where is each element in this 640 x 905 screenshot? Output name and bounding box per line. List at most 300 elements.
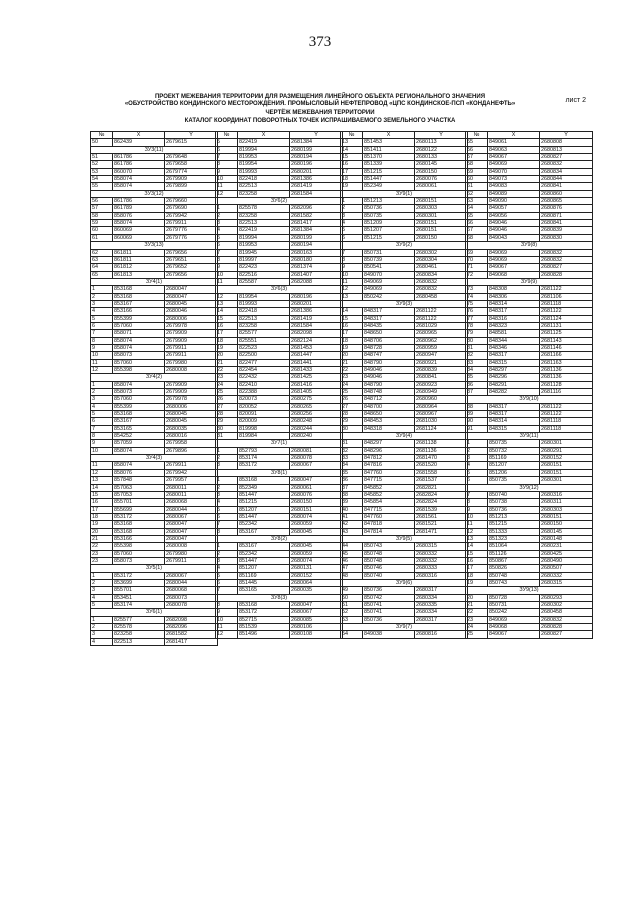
x-coordinate: 851447 [238,557,290,564]
section-label: ЗУ9(4) [341,433,468,440]
y-coordinate: 2682098 [290,330,343,337]
y-coordinate: 2680317 [415,616,468,623]
x-coordinate: 849090 [488,198,540,205]
x-coordinate: 850731 [363,249,415,256]
x-coordinate: 853168 [113,521,165,528]
y-coordinate: 2680045 [165,411,218,418]
table-row [341,396,468,403]
y-coordinate: 2680828 [540,271,593,278]
y-coordinate: 2680006 [165,315,218,322]
x-coordinate: 819945 [238,249,290,256]
point-number: 1 [91,381,113,388]
table-row [341,381,468,388]
table-row [216,616,343,623]
point-number: 15 [466,550,488,557]
drawing-title: ЧЕРТЁЖ МЕЖЕВАНИЯ ТЕРРИТОРИИ [265,110,375,116]
point-number: 32 [341,447,363,454]
x-coordinate: 850731 [488,602,540,609]
section-label: ЗУ4(3) [91,455,218,462]
point-number: 9 [466,506,488,513]
section-label: ЗУ9(3) [341,300,468,307]
table-row [341,565,468,572]
y-coordinate: 2681417 [165,638,218,645]
point-number: 3 [216,491,238,498]
table-row [91,344,218,351]
y-coordinate: 2681122 [540,403,593,410]
x-coordinate: 858074 [113,183,165,190]
x-coordinate: 850732 [488,447,540,454]
table-row [341,293,468,300]
x-coordinate: 854252 [113,433,165,440]
table-row [466,506,593,513]
y-coordinate: 2680965 [415,330,468,337]
y-coordinate: 2682124 [290,337,343,344]
coordinates-table-3 [340,131,468,639]
table-row [91,256,218,263]
table-row [341,212,468,219]
point-number: 14 [341,308,363,315]
y-coordinate: 2681106 [540,293,593,300]
table-row [216,308,343,315]
table-row [466,513,593,520]
table-row [466,146,593,153]
x-coordinate: 819953 [238,154,290,161]
point-number: 23 [466,616,488,623]
point-number: 29 [341,418,363,425]
column-header-y: Y [415,132,468,139]
table-row [216,609,343,616]
table-row [341,322,468,329]
y-coordinate: 2680315 [540,579,593,586]
x-coordinate: 822419 [238,227,290,234]
y-coordinate: 2680841 [415,374,468,381]
x-coordinate: 858074 [113,344,165,351]
table-row [341,506,468,513]
table-row [341,249,468,256]
point-number: 7 [216,521,238,528]
point-number: 80 [466,337,488,344]
point-number: 5 [466,469,488,476]
point-number: 26 [216,396,238,403]
table-row [91,234,218,241]
point-number: 1 [216,543,238,550]
x-coordinate: 851339 [363,161,415,168]
section-label: ЗУ6(1) [91,609,218,616]
x-coordinate: 853172 [113,513,165,520]
point-number: 5 [91,315,113,322]
x-coordinate: 847812 [363,455,415,462]
table-row [466,256,593,263]
table-row [341,234,468,241]
table-row [216,418,343,425]
table-row [216,447,343,454]
y-coordinate: 2680333 [415,565,468,572]
y-coordinate: 2679942 [165,212,218,219]
x-coordinate: 855398 [113,543,165,550]
x-coordinate: 819993 [238,168,290,175]
point-number: 54 [341,631,363,638]
y-coordinate: 2680008 [165,543,218,550]
y-coordinate: 2680133 [415,154,468,161]
table-row [466,330,593,337]
x-coordinate: 848453 [363,418,415,425]
column-header-x: X [488,132,540,139]
x-coordinate: 819994 [238,234,290,241]
y-coordinate: 2681584 [290,322,343,329]
section-label: ЗУ9(13) [466,587,593,594]
point-number: 3 [91,300,113,307]
x-coordinate: 848315 [488,425,540,432]
y-coordinate: 2679660 [165,198,218,205]
y-coordinate: 2680194 [290,154,343,161]
point-number: 67 [466,227,488,234]
point-number: 61 [466,183,488,190]
y-coordinate: 2680045 [290,528,343,535]
x-coordinate: 850748 [363,557,415,564]
table-row [341,315,468,322]
x-coordinate: 848314 [488,418,540,425]
x-coordinate: 851323 [488,535,540,542]
point-number: 12 [216,293,238,300]
x-coordinate: 848317 [363,315,415,322]
section-label: ЗУ6(2) [216,198,343,205]
point-number: 76 [466,308,488,315]
table-row [341,176,468,183]
y-coordinate: 2681582 [290,212,343,219]
y-coordinate: 2680074 [290,557,343,564]
x-coordinate: 853167 [113,418,165,425]
table-row [341,557,468,564]
x-coordinate: 853168 [238,477,290,484]
x-coordinate: 861812 [113,264,165,271]
x-coordinate: 858073 [113,352,165,359]
table-row [466,220,593,227]
x-coordinate: 853165 [238,587,290,594]
point-number: 6 [216,242,238,249]
point-number: 11 [91,462,113,469]
table-row [466,440,593,447]
point-number: 9 [216,609,238,616]
table-row [216,212,343,219]
point-number: 6 [466,477,488,484]
section-header-row [91,190,218,197]
x-coordinate: 861789 [113,205,165,212]
y-coordinate: 2680841 [540,183,593,190]
section-label: ЗУ8(2) [216,535,343,542]
point-number: 25 [216,389,238,396]
x-coordinate: 848650 [363,411,415,418]
x-coordinate: 849073 [488,176,540,183]
point-number: 45 [341,550,363,557]
table-row [91,300,218,307]
table-row [341,264,468,271]
y-coordinate: 2680335 [415,602,468,609]
table-row [216,631,343,638]
y-coordinate: 2680046 [165,308,218,315]
y-coordinate: 2680813 [540,146,593,153]
x-coordinate: 845854 [363,499,415,506]
table-row [91,484,218,491]
y-coordinate: 2680304 [415,256,468,263]
point-number: 20 [91,528,113,535]
table-row [91,433,218,440]
x-coordinate: 822513 [113,638,165,645]
x-coordinate: 855701 [113,499,165,506]
point-number: 8 [91,337,113,344]
x-coordinate: 853168 [238,602,290,609]
table-row [91,425,218,432]
x-coordinate: 823258 [238,190,290,197]
point-number: 7 [216,154,238,161]
table-row [466,300,593,307]
y-coordinate: 2681520 [415,462,468,469]
y-coordinate: 2680458 [540,609,593,616]
y-coordinate: 2679978 [165,322,218,329]
y-coordinate: 2681030 [415,418,468,425]
coordinates-table-4 [465,131,593,639]
y-coordinate: 2680045 [165,418,218,425]
y-coordinate: 2681425 [290,374,343,381]
y-coordinate: 2680047 [165,528,218,535]
x-coordinate: 822513 [238,220,290,227]
x-coordinate: 852349 [238,484,290,491]
x-coordinate: 849069 [488,161,540,168]
y-coordinate: 2682096 [290,205,343,212]
table-row [341,513,468,520]
y-coordinate: 2680150 [540,521,593,528]
y-coordinate: 2680959 [415,344,468,351]
table-row [341,602,468,609]
table-row [466,499,593,506]
table-row [91,462,218,469]
point-number: 7 [216,249,238,256]
section-label: ЗУ9(8) [466,242,593,249]
y-coordinate: 2680827 [540,264,593,271]
y-coordinate: 2679899 [165,183,218,190]
table-row [91,352,218,359]
y-coordinate: 2681146 [540,344,593,351]
section-label: ЗУ4(2) [91,374,218,381]
y-coordinate: 2682088 [290,278,343,285]
y-coordinate: 2679656 [165,249,218,256]
table-row [216,425,343,432]
x-coordinate: 851207 [363,227,415,234]
y-coordinate: 2680145 [540,528,593,535]
y-coordinate: 2680332 [540,572,593,579]
y-coordinate: 2681125 [540,330,593,337]
point-number: 18 [216,337,238,344]
point-number: 66 [466,220,488,227]
point-number: 12 [216,190,238,197]
x-coordinate: 850867 [488,557,540,564]
x-coordinate: 849083 [488,183,540,190]
y-coordinate: 2680303 [540,506,593,513]
table-row [91,220,218,227]
table-row [216,234,343,241]
x-coordinate: 848323 [488,322,540,329]
x-coordinate: 850739 [363,256,415,263]
point-number: 26 [341,396,363,403]
point-number: 3 [216,462,238,469]
section-header-row [91,278,218,285]
x-coordinate: 847760 [363,513,415,520]
y-coordinate: 2680044 [165,506,218,513]
point-number: 13 [341,139,363,146]
point-number: 59 [91,220,113,227]
section-label: ЗУ9(6) [341,579,468,586]
table-row [216,367,343,374]
section-header-row [341,624,468,631]
y-coordinate: 2680827 [540,631,593,638]
x-coordinate: 850242 [363,293,415,300]
x-coordinate: 851207 [238,565,290,572]
x-coordinate: 848314 [488,300,540,307]
y-coordinate: 2681163 [540,359,593,366]
x-coordinate: 845852 [363,491,415,498]
x-coordinate: 849046 [488,220,540,227]
y-coordinate: 2680828 [540,624,593,631]
table-row [341,528,468,535]
table-row [466,183,593,190]
table-row [216,322,343,329]
x-coordinate: 819953 [238,242,290,249]
x-coordinate: 853174 [238,455,290,462]
table-row [341,198,468,205]
table-row [341,440,468,447]
y-coordinate: 2680302 [540,602,593,609]
y-coordinate: 2680106 [290,624,343,631]
x-coordinate: 825577 [238,330,290,337]
x-coordinate: 825578 [238,205,290,212]
section-label: ЗУ9(9) [466,278,593,285]
point-number: 90 [466,418,488,425]
table-row [91,491,218,498]
table-row [91,337,218,344]
table-row [341,521,468,528]
table-row [341,161,468,168]
x-coordinate: 857060 [113,359,165,366]
x-coordinate: 823258 [238,212,290,219]
x-coordinate: 850740 [488,491,540,498]
point-number: 2 [341,205,363,212]
x-coordinate: 851445 [238,579,290,586]
y-coordinate: 2680151 [290,506,343,513]
section-label: ЗУ7(1) [216,440,343,447]
x-coordinate: 819998 [238,425,290,432]
table-row [466,293,593,300]
y-coordinate: 2680301 [540,440,593,447]
x-coordinate: 822523 [238,344,290,351]
x-coordinate: 819997 [238,256,290,263]
point-number: 28 [216,411,238,418]
point-number: 64 [466,205,488,212]
point-number: 55 [91,183,113,190]
point-number: 9 [91,344,113,351]
table-row [466,367,593,374]
table-row [341,330,468,337]
x-coordinate: 851453 [363,139,415,146]
y-coordinate: 2680507 [540,565,593,572]
x-coordinate: 849057 [488,205,540,212]
table-row [341,469,468,476]
table-row [91,440,218,447]
point-number: 35 [341,469,363,476]
x-coordinate: 861786 [113,198,165,205]
point-number: 11 [216,183,238,190]
y-coordinate: 2679909 [165,330,218,337]
y-coordinate: 2682098 [165,616,218,623]
x-coordinate: 858074 [113,220,165,227]
y-coordinate: 2680061 [290,484,343,491]
table-row [91,543,218,550]
x-coordinate: 820052 [238,403,290,410]
y-coordinate: 2682824 [415,491,468,498]
table-row [216,249,343,256]
point-number: 54 [91,176,113,183]
table-row [91,154,218,161]
y-coordinate: 2680047 [165,535,218,542]
table-row [466,594,593,601]
x-coordinate: 848706 [363,337,415,344]
x-coordinate: 850742 [363,594,415,601]
x-coordinate: 851411 [363,146,415,153]
x-coordinate: 853168 [113,411,165,418]
table-row [91,227,218,234]
table-row [216,381,343,388]
y-coordinate: 2681124 [415,425,468,432]
table-row [341,616,468,623]
x-coordinate: 849067 [488,264,540,271]
y-coordinate: 2679656 [165,271,218,278]
table-row [341,205,468,212]
y-coordinate: 2680832 [540,616,593,623]
point-number: 68 [466,234,488,241]
x-coordinate: 852715 [238,616,290,623]
x-coordinate: 848282 [488,389,540,396]
table-row [466,227,593,234]
table-header-row [341,132,468,139]
x-coordinate: 851333 [488,528,540,535]
project-title: ПРОЕКТ МЕЖЕВАНИЯ ТЕРРИТОРИИ ДЛЯ РАЗМЕЩЕНИЯ ЛИНЕЙНОГО ОБЪЕКТА РЕГИОНАЛЬНОГО ЗНАЧЕНИЯ [154,94,486,100]
table-row [466,198,593,205]
point-number: 6 [216,513,238,520]
table-row [216,330,343,337]
y-coordinate: 2681386 [290,176,343,183]
y-coordinate: 2679911 [165,344,218,351]
column-header-y: Y [165,132,218,139]
point-number: 8 [216,602,238,609]
point-number: 4 [216,227,238,234]
column-header-y: Y [290,132,343,139]
y-coordinate: 2680131 [290,565,343,572]
table-row [466,389,593,396]
table-row [466,411,593,418]
table-row [466,543,593,550]
point-number: 43 [341,528,363,535]
x-coordinate: 857848 [113,477,165,484]
y-coordinate: 2680035 [290,587,343,594]
point-number: 34 [341,462,363,469]
x-coordinate: 857063 [113,484,165,491]
section-label: ЗУ3(12) [91,190,218,197]
x-coordinate: 851169 [238,572,290,579]
y-coordinate: 2680860 [540,190,593,197]
point-number: 10 [216,616,238,623]
x-coordinate: 851215 [363,234,415,241]
x-coordinate: 850738 [488,499,540,506]
x-coordinate: 848346 [488,344,540,351]
point-number: 51 [91,154,113,161]
